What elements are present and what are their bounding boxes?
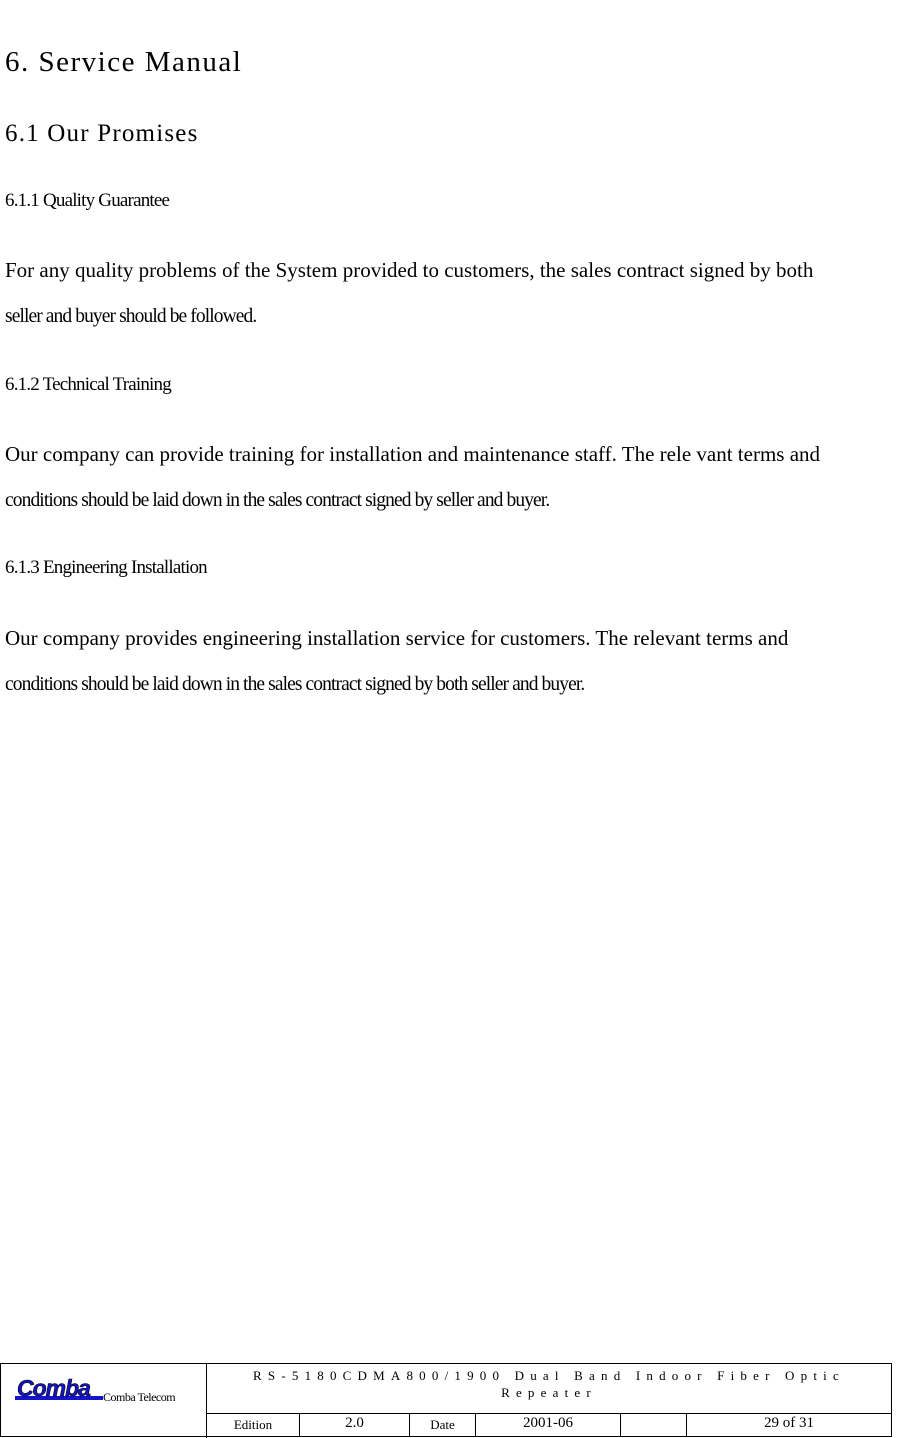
document-title <box>207 1364 891 1414</box>
footer-logo-cell <box>1 1364 207 1438</box>
page-number: 29 of 31 <box>764 1415 814 1431</box>
paragraph-line: seller and buyer should be followed. <box>5 306 257 327</box>
date-value: 2001-06 <box>476 1414 621 1436</box>
document-title-line1: RS-5180CDMA800/1900 Dual Band Indoor Fiber Optic <box>253 1368 845 1383</box>
edition-label: Edition <box>207 1414 300 1436</box>
paragraph-line: For any quality problems of the System provided to customers, the sales contract signed by both <box>5 258 814 282</box>
footer-meta-row <box>207 1414 891 1438</box>
edition-value: 2.0 <box>300 1414 410 1436</box>
company-name: Comba Telecom <box>103 1390 176 1404</box>
paragraph-quality <box>5 248 909 339</box>
subsection-heading-quality: 6.1.1 Quality Guarantee <box>5 190 170 211</box>
paragraph-line: Our company provides engineering installation service for customers. The relevant terms and <box>5 626 789 650</box>
paragraph-installation <box>5 616 909 707</box>
blank-cell <box>621 1414 687 1436</box>
document-title-line2: Repeater <box>501 1385 597 1400</box>
paragraph-line: conditions should be laid down in the sales contract signed by seller and buyer. <box>5 490 550 511</box>
comba-logo <box>15 1376 105 1402</box>
svg-text:Comba: Comba <box>17 1376 90 1401</box>
date-label: Date <box>410 1414 476 1436</box>
footer-table <box>0 1363 892 1437</box>
subsection-heading-installation: 6.1.3 Engineering Installation <box>5 557 207 578</box>
chapter-heading: 6. Service Manual <box>5 46 243 78</box>
section-heading: 6.1 Our Promises <box>5 120 199 147</box>
paragraph-line: conditions should be laid down in the sales contract signed by both seller and buyer. <box>5 674 585 695</box>
subsection-heading-training: 6.1.2 Technical Training <box>5 374 171 395</box>
paragraph-training <box>5 432 909 523</box>
paragraph-line: Our company can provide training for installation and maintenance staff. The rele vant terms and <box>5 442 821 466</box>
